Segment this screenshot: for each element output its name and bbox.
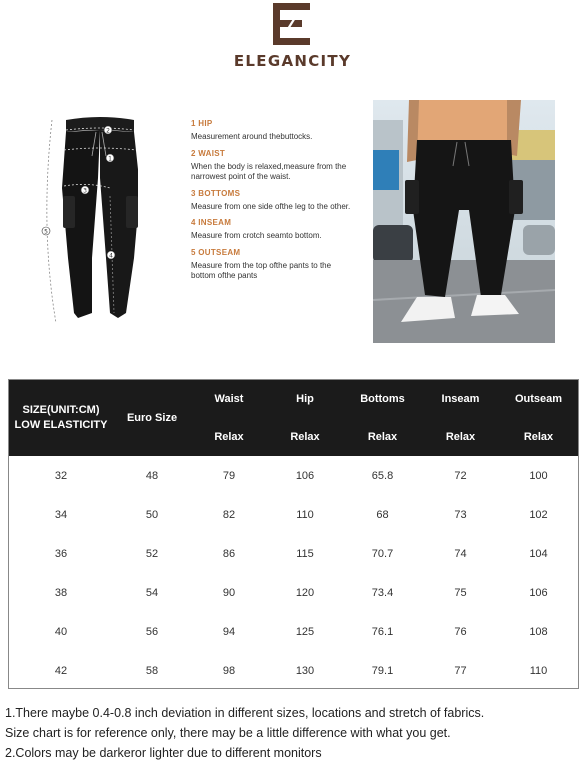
header-size-line2: LOW ELASTICITY bbox=[14, 419, 108, 431]
marker-2 bbox=[104, 126, 112, 135]
cell-bottoms: 70.7 bbox=[371, 547, 394, 560]
cell-hip: 115 bbox=[296, 547, 314, 560]
cell-waist: 98 bbox=[222, 664, 236, 677]
cell-outseam: 102 bbox=[529, 508, 548, 521]
cell-hip: 106 bbox=[295, 469, 315, 482]
cell-euro: 58 bbox=[145, 664, 159, 677]
legend-title: 5 OUTSEAM bbox=[191, 247, 241, 257]
cell-euro: 52 bbox=[145, 547, 159, 560]
size-chart-table bbox=[9, 380, 578, 690]
legend-text: Measurement around thebuttocks. bbox=[191, 132, 313, 141]
header-waist: Waist bbox=[191, 380, 267, 418]
cell-outseam: 104 bbox=[529, 547, 548, 560]
note-colors: 2.Colors may be darkeror lighter due to different monitors bbox=[5, 746, 322, 760]
header-euro-size: Euro Size bbox=[113, 380, 191, 456]
legend-title: 1 HIP bbox=[191, 119, 213, 128]
cell-inseam: 73 bbox=[454, 508, 467, 521]
header-inseam: Inseam bbox=[422, 380, 499, 418]
svg-text:5: 5 bbox=[44, 228, 48, 236]
cell-hip: 130 bbox=[295, 664, 315, 677]
cell-size: 38 bbox=[54, 586, 68, 599]
cell-euro: 54 bbox=[145, 586, 159, 599]
cell-waist: 82 bbox=[222, 508, 236, 521]
header-outseam: Outseam bbox=[499, 380, 578, 418]
brand-name: ELEGANCITY bbox=[233, 52, 352, 70]
cell-size: 42 bbox=[54, 664, 68, 677]
cell-size: 36 bbox=[54, 547, 68, 560]
svg-text:2: 2 bbox=[106, 127, 110, 135]
brand-logo bbox=[0, 0, 585, 80]
cell-waist: 94 bbox=[222, 625, 236, 638]
subheader-relax: Relax bbox=[422, 418, 499, 456]
cell-bottoms: 65.8 bbox=[371, 469, 394, 482]
cell-outseam: 108 bbox=[529, 625, 548, 638]
cell-inseam: 77 bbox=[454, 664, 467, 677]
cell-outseam: 106 bbox=[529, 586, 548, 599]
cell-outseam: 110 bbox=[529, 664, 548, 677]
marker-4 bbox=[107, 251, 115, 260]
brand-monogram-icon bbox=[272, 2, 312, 46]
size-chart bbox=[8, 379, 579, 689]
subheader-relax: Relax bbox=[499, 418, 578, 456]
cell-waist: 79 bbox=[222, 469, 236, 482]
size-notes bbox=[5, 703, 580, 763]
subheader-relax: Relax bbox=[267, 418, 343, 456]
table-row bbox=[9, 495, 578, 534]
legend-item-outseam bbox=[191, 247, 351, 282]
cell-inseam: 74 bbox=[454, 547, 467, 560]
cell-bottoms: 79.1 bbox=[371, 664, 394, 677]
legend-text: Measure from crotch seamto bottom. bbox=[191, 231, 322, 240]
cell-size: 32 bbox=[54, 469, 68, 482]
cell-euro: 50 bbox=[145, 508, 159, 521]
cell-outseam: 100 bbox=[529, 469, 548, 482]
cell-euro: 56 bbox=[145, 625, 159, 638]
cell-size: 40 bbox=[54, 625, 68, 638]
pants-measurement-diagram bbox=[38, 108, 138, 328]
table-row bbox=[9, 651, 578, 690]
cell-inseam: 76 bbox=[454, 625, 467, 638]
cell-size: 34 bbox=[54, 508, 68, 521]
cell-waist: 90 bbox=[222, 586, 236, 599]
cell-bottoms: 73.4 bbox=[371, 586, 394, 599]
cell-hip: 120 bbox=[295, 586, 315, 599]
svg-text:3: 3 bbox=[83, 187, 87, 195]
legend-item-waist bbox=[191, 148, 351, 183]
table-row bbox=[9, 534, 578, 573]
note-reference: Size chart is for reference only, there may be a little difference with what you get. bbox=[5, 726, 451, 740]
cell-bottoms: 68 bbox=[376, 508, 389, 521]
note-deviation: 1.There maybe 0.4-0.8 inch deviation in different sizes, locations and stretch of fabrics. bbox=[5, 706, 485, 720]
cell-waist: 86 bbox=[222, 547, 236, 560]
subheader-relax: Relax bbox=[191, 418, 267, 456]
legend-title: 2 WAIST bbox=[191, 148, 226, 158]
legend-title: 3 BOTTOMS bbox=[191, 188, 241, 198]
svg-text:1: 1 bbox=[108, 155, 112, 163]
cell-bottoms: 76.1 bbox=[371, 625, 394, 638]
svg-text:4: 4 bbox=[109, 252, 113, 260]
cell-hip: 110 bbox=[296, 508, 314, 521]
cell-inseam: 72 bbox=[454, 469, 467, 482]
header-hip: Hip bbox=[267, 380, 343, 418]
header-bottoms: Bottoms bbox=[343, 380, 422, 418]
cell-hip: 125 bbox=[295, 625, 315, 638]
header-size bbox=[9, 380, 113, 456]
marker-5 bbox=[42, 227, 50, 236]
legend-text: Measure from one side ofthe leg to the other. bbox=[191, 201, 351, 211]
legend-title: 4 INSEAM bbox=[191, 218, 232, 227]
table-row bbox=[9, 456, 578, 495]
legend-item-inseam bbox=[191, 217, 351, 242]
legend-text: Measure from the top ofthe pants to the bottom ofthe pants bbox=[191, 260, 332, 280]
cell-inseam: 75 bbox=[454, 586, 467, 599]
model-photo bbox=[373, 100, 555, 343]
marker-3 bbox=[81, 186, 89, 195]
table-row bbox=[9, 612, 578, 651]
legend-item-bottoms bbox=[191, 188, 351, 213]
legend-item-hip bbox=[191, 118, 351, 143]
header-size-line1: SIZE(UNIT:CM) bbox=[22, 404, 100, 416]
cell-euro: 48 bbox=[145, 469, 159, 482]
measurement-legend bbox=[191, 118, 351, 287]
legend-text: When the body is relaxed,measure from the narrowest point of the waist. bbox=[191, 161, 347, 181]
table-row bbox=[9, 573, 578, 612]
subheader-relax: Relax bbox=[343, 418, 422, 456]
marker-1 bbox=[106, 154, 114, 163]
